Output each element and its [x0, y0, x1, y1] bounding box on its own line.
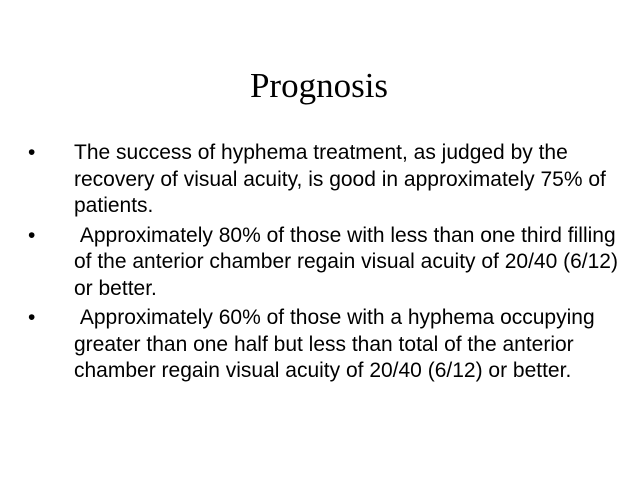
- bullet-item: [28, 140, 628, 220]
- bullet-text: Approximately 80% of those with less than one third filling of the anterior chamber regain visual acuity of 20/40 (6/12) or better.: [74, 223, 624, 300]
- bullet-icon: •: [28, 141, 36, 164]
- bullet-item: [28, 223, 628, 303]
- bullet-item: [28, 305, 628, 385]
- bullet-icon: •: [28, 223, 36, 247]
- bullet-text: The success of hyphema treatment, as judged by the recovery of visual acuity, is good in approximately 75% of patients.: [74, 141, 612, 217]
- bullet-text: Approximately 60% of those with a hyphema occupying greater than one half but less than total of the anterior chamber regain visual acuity of 20/40 (6/12) or better.: [74, 306, 601, 382]
- bullet-icon: •: [28, 306, 36, 329]
- slide-title: Prognosis: [249, 66, 389, 105]
- bullet-list: [28, 140, 628, 388]
